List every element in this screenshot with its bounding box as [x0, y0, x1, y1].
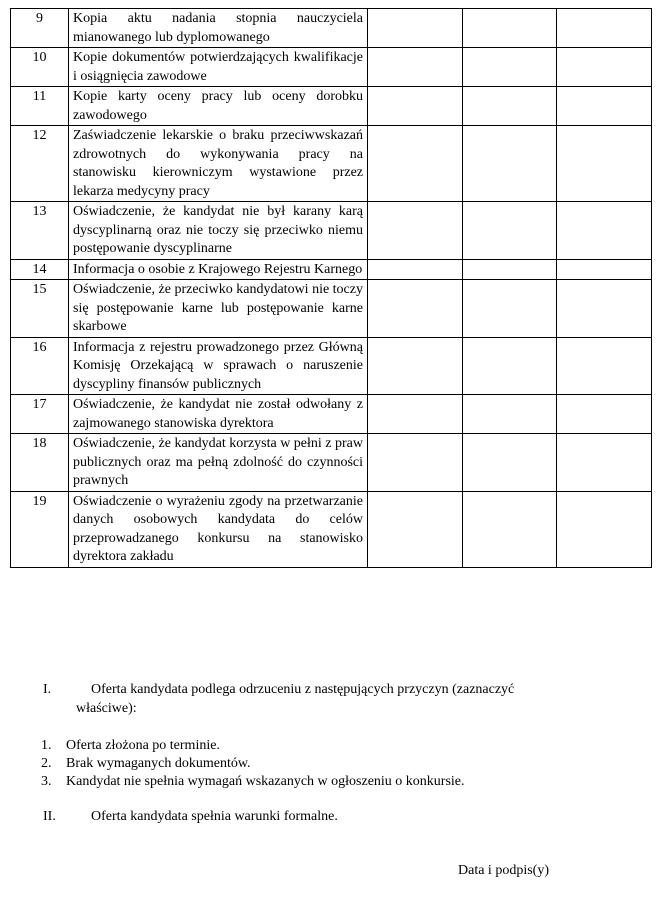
empty-check-cell[interactable]: [463, 126, 557, 202]
empty-check-cell[interactable]: [463, 202, 557, 260]
empty-check-cell[interactable]: [557, 9, 652, 48]
empty-check-cell[interactable]: [463, 337, 557, 395]
section-2-text: Oferta kandydata spełnia warunki formalne.: [91, 809, 338, 824]
document-description: Kopie karty oceny pracy lub oceny dorobku zawodowego: [69, 87, 368, 126]
empty-check-cell[interactable]: [368, 337, 463, 395]
document-description: Oświadczenie, że kandydat nie był karany karą dyscyplinarną oraz nie toczy się przeciwko niemu postępowanie dyscyplinarne: [69, 202, 368, 260]
empty-check-cell[interactable]: [557, 202, 652, 260]
table-row: [11, 434, 652, 492]
row-number: 9: [11, 9, 69, 48]
document-description: Oświadczenie, że przeciwko kandydatowi nie toczy się postępowanie karne lub postępowanie karne skarbowe: [69, 280, 368, 338]
signature-label: Data i podpis(y): [458, 863, 549, 878]
empty-check-cell[interactable]: [463, 9, 557, 48]
empty-check-cell[interactable]: [368, 202, 463, 260]
row-number: 11: [11, 87, 69, 126]
section-1-numeral: I.: [43, 682, 52, 697]
table-row: [11, 259, 652, 280]
reason-text: Oferta złożona po terminie.: [66, 738, 220, 753]
empty-check-cell[interactable]: [368, 491, 463, 567]
empty-check-cell[interactable]: [368, 9, 463, 48]
empty-check-cell[interactable]: [368, 280, 463, 338]
empty-check-cell[interactable]: [463, 48, 557, 87]
empty-check-cell[interactable]: [463, 434, 557, 492]
table-row: [11, 337, 652, 395]
row-number: 19: [11, 491, 69, 567]
row-number: 12: [11, 126, 69, 202]
document-description: Zaświadczenie lekarskie o braku przeciwwskazań zdrowotnych do wykonywania pracy na stanowisku kierowniczym wystawione przez lekarza medycyny pracy: [69, 126, 368, 202]
table-row: [11, 202, 652, 260]
document-description: Kopie dokumentów potwierdzających kwalifikacje i osiągnięcia zawodowe: [69, 48, 368, 87]
empty-check-cell[interactable]: [368, 259, 463, 280]
row-number: 18: [11, 434, 69, 492]
empty-check-cell[interactable]: [368, 87, 463, 126]
section-1-text-line2: właściwe):: [76, 701, 137, 716]
empty-check-cell[interactable]: [557, 126, 652, 202]
section-1-text-line1: Oferta kandydata podlega odrzuceniu z następujących przyczyn (zaznaczyć: [91, 682, 515, 697]
empty-check-cell[interactable]: [557, 48, 652, 87]
document-description: Informacja o osobie z Krajowego Rejestru Karnego: [69, 259, 368, 280]
table-row: [11, 395, 652, 434]
row-number: 13: [11, 202, 69, 260]
reason-number: 2.: [41, 756, 52, 771]
empty-check-cell[interactable]: [368, 126, 463, 202]
reason-text: Kandydat nie spełnia wymagań wskazanych w ogłoszeniu o konkursie.: [66, 774, 465, 789]
row-number: 17: [11, 395, 69, 434]
reason-text: Brak wymaganych dokumentów.: [66, 756, 251, 771]
empty-check-cell[interactable]: [557, 280, 652, 338]
empty-check-cell[interactable]: [368, 434, 463, 492]
row-number: 14: [11, 259, 69, 280]
empty-check-cell[interactable]: [368, 395, 463, 434]
table-row: [11, 87, 652, 126]
table-row: [11, 48, 652, 87]
empty-check-cell[interactable]: [368, 48, 463, 87]
documents-checklist-table: [10, 8, 652, 568]
empty-check-cell[interactable]: [463, 280, 557, 338]
empty-check-cell[interactable]: [463, 491, 557, 567]
empty-check-cell[interactable]: [557, 395, 652, 434]
reason-number: 1.: [41, 738, 52, 753]
document-description: Oświadczenie, że kandydat nie został odwołany z zajmowanego stanowiska dyrektora: [69, 395, 368, 434]
empty-check-cell[interactable]: [557, 259, 652, 280]
row-number: 10: [11, 48, 69, 87]
document-description: Kopia aktu nadania stopnia nauczyciela mianowanego lub dyplomowanego: [69, 9, 368, 48]
table-row: [11, 491, 652, 567]
row-number: 15: [11, 280, 69, 338]
empty-check-cell[interactable]: [463, 259, 557, 280]
document-description: Oświadczenie o wyrażeniu zgody na przetwarzanie danych osobowych kandydata do celów przeprowadzanego konkursu na stanowisko dyrektora zakładu: [69, 491, 368, 567]
empty-check-cell[interactable]: [557, 337, 652, 395]
section-2-numeral: II.: [43, 809, 56, 824]
table-row: [11, 280, 652, 338]
empty-check-cell[interactable]: [463, 395, 557, 434]
empty-check-cell[interactable]: [557, 491, 652, 567]
empty-check-cell[interactable]: [557, 434, 652, 492]
document-description: Oświadczenie, że kandydat korzysta w pełni z praw publicznych oraz ma pełną zdolność do czynności prawnych: [69, 434, 368, 492]
table-row: [11, 126, 652, 202]
table-row: [11, 9, 652, 48]
row-number: 16: [11, 337, 69, 395]
reason-number: 3.: [41, 774, 52, 789]
empty-check-cell[interactable]: [557, 87, 652, 126]
empty-check-cell[interactable]: [463, 87, 557, 126]
document-description: Informacja z rejestru prowadzonego przez Główną Komisję Orzekającą w sprawach o naruszenie dyscypliny finansów publicznych: [69, 337, 368, 395]
